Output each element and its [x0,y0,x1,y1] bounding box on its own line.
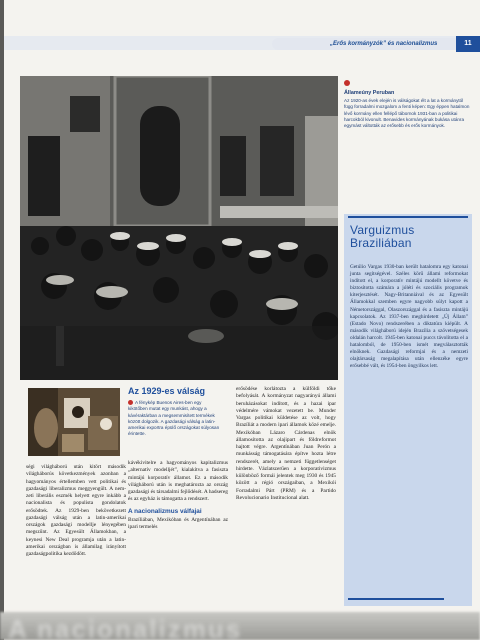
valsag-caption [128,400,220,438]
magazine-page [4,0,480,640]
warehouse-photo-illustration [28,388,120,456]
sidebar-title: Varguizmus Braziliában [350,223,415,250]
caption-bullet-icon [344,80,350,86]
body-column-2 [128,460,228,531]
photo-caption [344,80,472,129]
inset-photo-warehouse [28,388,120,456]
main-photo-crowd [20,76,338,380]
body-column-2-text-2: Brazíliában, Mexikóban és Argentínában az ipari termelés [128,516,228,530]
running-title: „Erős kormányzók” és nacionalizmus [272,38,462,50]
body-column-1: ségi világháború után kitört második világháborús következmények azonban a hagyományos értellemben vett politikai és gazdasági liberalizmus meggyengült. A nemzeti liberális eszmék helyett egyre inkább a nacionalista és populista gondolatok erősödtek. Az 1929-ben bekövetkezett gazdasági válság után a latin-amerikai országok gazdasági modellje lényegében megszűnt. Az Egyesült Államokban, a keynesi New Deal programja után a latin-amerikai országban is államilag irányított gazdaságpolitika kezdődött. [26,464,126,557]
sidebar-text: Getúlio Vargas 1930-ban került hatalomra egy katonai junta segítségével. Széles körű állami reformokat indított el, a korporatív mintájú modellt követve és biztosította számára a jóléti és szociális programok kiterjesztését. Nagy-Britanniával és az Egyesült Államokkal szemben egyre nagyobb súlyt kapott a Németországgal, Olaszországgal és a fasiszta mintájú kapcsolatok. Az 1937-ben meghirdetett „Új Állam” (Estado Novo) rendszerében a diktatúra kiépült. A második világháború idején Brazília a szövetségesek oldalán harcolt. 1945-ben katonai puccs távolította el a hatalomból, de 1950-ben ismét megválasztották elnöknek. Gazdasági reformjai és a nemzeti olajtársaság megalapítása után ellenzéke egyre erősebbé vált, és 1954-ben öngyilkos lett. [350,264,468,370]
sidebar-bottom-rule [348,598,444,600]
body-column-3: erősödése korlátozta a külföldi tőke befolyását. A kormányzat nagyarányú állami beruházásokat indított, és a hazai ipar védelmére vámokat vezetett be. Munder Vargas politikai küldetése az volt, hogy Brazíliát a modern ipari államok közé emelje. Mexikóban Lázaro Cárdenas elnök államosította az olajipart és földreformot hajtott végre. Argentínában Juan Perón a munkásság támogatására építve hozta létre rendszerét, amely a nemzeti függetlenséget hirdette. Vázlatszerűen a korporativizmus különböző formái jelentek meg 1930 és 1945 között a régió országaiban, a Mexikói Forradalmi Párt (PRM) és a Partido Revolucionario Institucional alatt. [236,386,336,501]
section-title-valsag: Az 1929-es válság [128,386,206,396]
subheading-nacionalizmus: A nacionalizmus válfajai [128,507,202,515]
blurred-next-page-text: A nacionalizmus [8,614,243,640]
photo-caption-title: Állameúny Peruban [344,90,395,97]
valsag-caption-text: A fénykép Buenos Aires-ben egy kikötőben mutat egy munkást, ahogy a kávéraktárban a megsemmisített termékek között dolgozik. A gazdasági válság a latin-amerikai exportra épülő országokat súlyosan érintette. [128,400,220,437]
crowd-photo-illustration [20,76,338,380]
photo-caption-text: Az 1920-as évek elején is válságokat élt a lat a kormánytól függ forradalmi mozgalom a fenti képen: Egy éppen hatalmon lévő kormány ellen fellépő tábornok 1931-ban a politikai harcokból kivonult. Benavides kormányának bukása utánra egymást váltották az erősebb és erős kormányok. [344,98,470,129]
caption-bullet-icon [128,400,133,405]
sidebar-top-rule [348,216,468,218]
page-number: 11 [456,36,480,52]
body-column-2-text: kávékivitelre a hagyományos kapitalizmus „alternatív modelljét”, kialakítva a fasiszta mintájú korporatív államot. Ez a második világháború után is meghatározta az ország gazdasági és társadalmi fejlődését. A hadsereg és az egyház is támogatta a rendszert. [128,460,228,503]
